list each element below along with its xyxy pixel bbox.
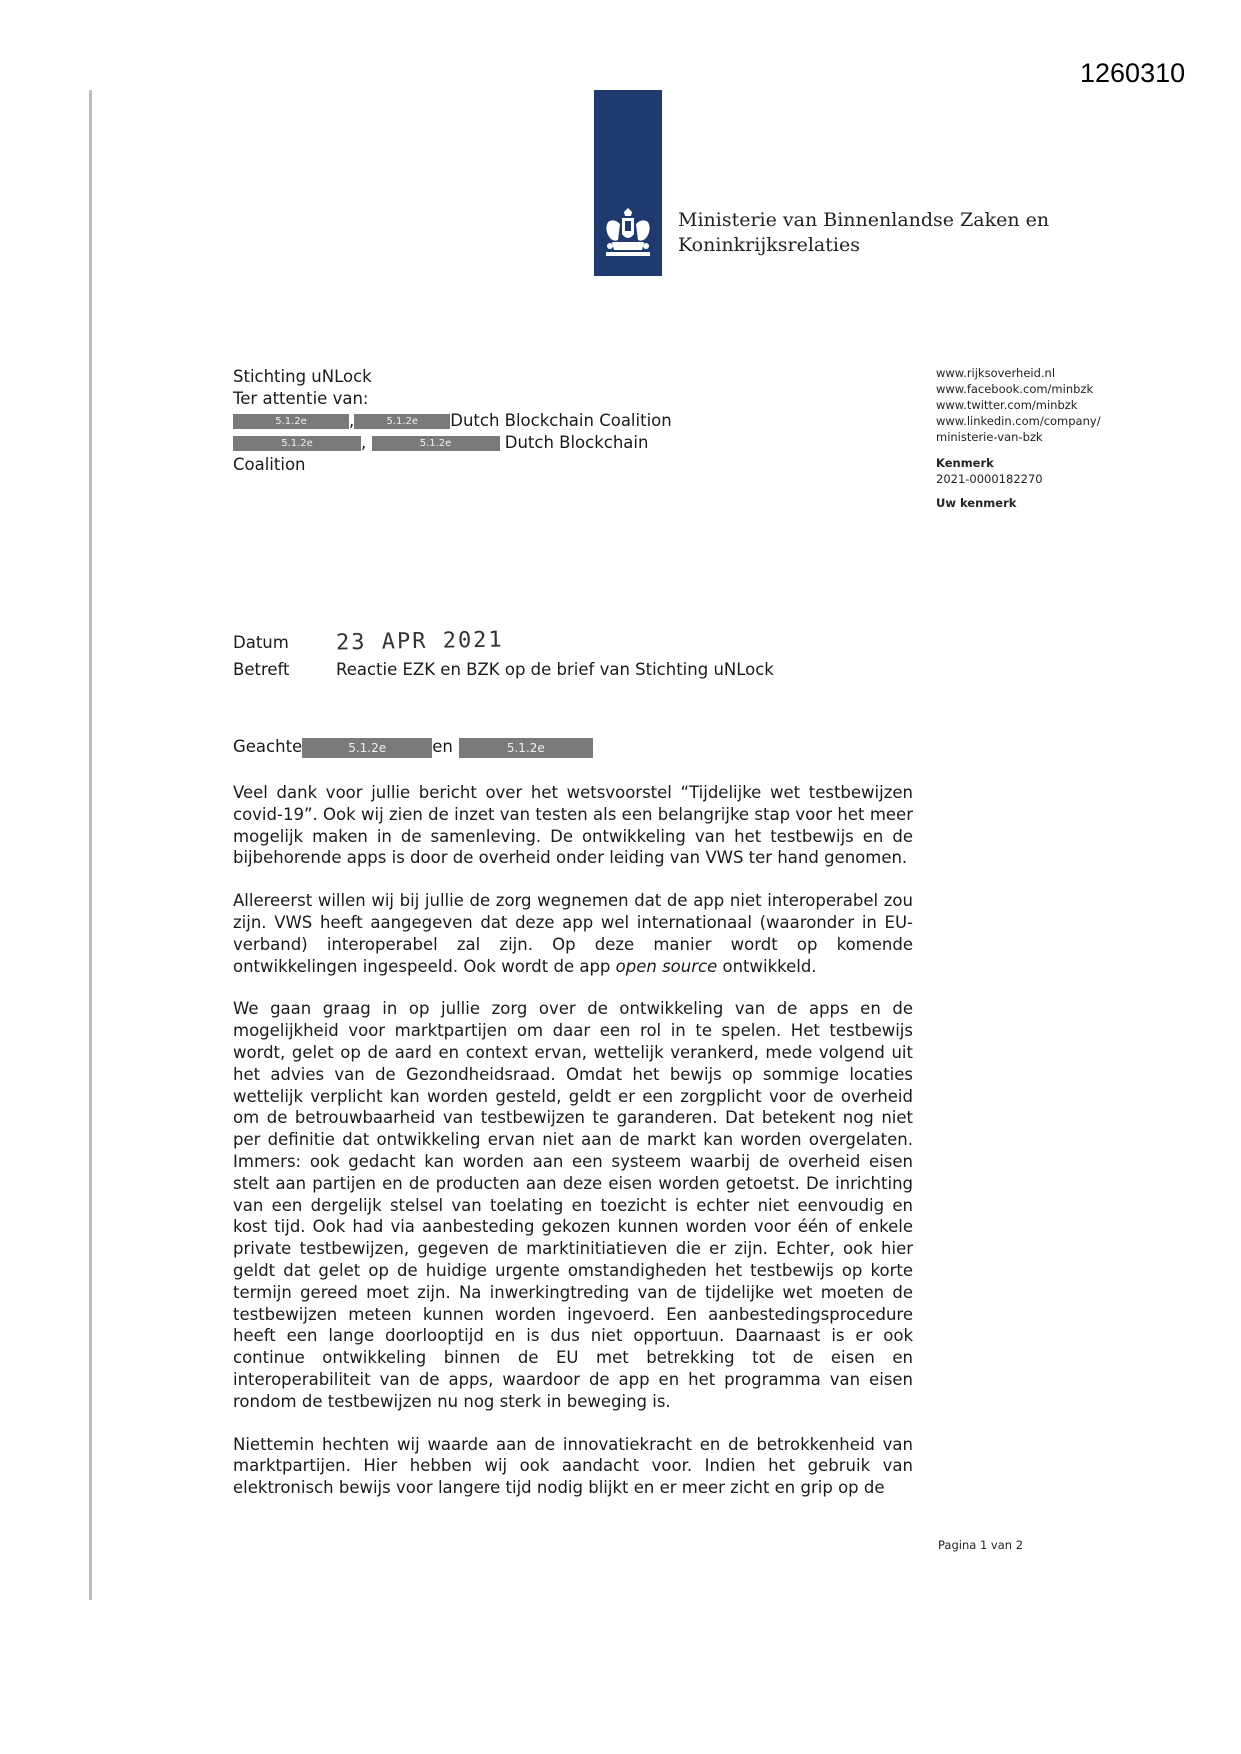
coat-of-arms-icon: [598, 206, 658, 266]
sidebar-link[interactable]: ministerie-van-bzk: [936, 430, 1043, 444]
ministry-name: [678, 208, 1049, 258]
recipient-org-name: Dutch Blockchain Coalition: [450, 411, 672, 430]
sidebar-link[interactable]: www.rijksoverheid.nl: [936, 366, 1056, 380]
redaction-block: 5.1.2e: [233, 414, 349, 429]
recipient-line-2: 5.1.2e , 5.1.2e Dutch Blockchain: [233, 432, 672, 454]
recipient-address: [233, 366, 672, 476]
recipient-attention: Ter attentie van:: [233, 389, 369, 408]
redaction-block: 5.1.2e: [233, 436, 361, 451]
redaction-block: 5.1.2e: [372, 436, 500, 451]
sender-sidebar: [936, 365, 1101, 511]
salutation: [233, 737, 593, 758]
recipient-line-1: 5.1.2e , 5.1.2e Dutch Blockchain Coalition: [233, 410, 672, 432]
uw-kenmerk-label: Uw kenmerk: [936, 496, 1017, 510]
betreft-label: Betreft: [233, 660, 290, 679]
datum-row: [233, 628, 774, 656]
ministry-name-line2: Koninkrijksrelaties: [678, 234, 860, 256]
sidebar-link[interactable]: www.linkedin.com/company/: [936, 414, 1101, 428]
datum-label: Datum: [233, 633, 289, 652]
ministry-name-line1: Ministerie van Binnenlandse Zaken en: [678, 209, 1050, 231]
page-number: Pagina 1 van 2: [938, 1538, 1024, 1552]
letter-meta: [233, 628, 774, 683]
body-paragraph: Veel dank voor jullie bericht over het wetsvoorstel “Tijdelijke wet testbewijzen covid-19”. Ook wij zien de inzet van testen als een belangrijke stap voor het meer mogelijk maken in de samenleving. De ontwikkeling van het testbewijs en de bijbehorende apps is door de overheid onder leiding van VWS ter hand genomen.: [233, 783, 913, 868]
sidebar-link[interactable]: www.twitter.com/minbzk: [936, 398, 1078, 412]
salutation-conjunction: en: [432, 737, 453, 756]
redaction-block: 5.1.2e: [459, 738, 593, 758]
recipient-org-name: Dutch Blockchain: [504, 433, 649, 452]
letter-body: [233, 782, 913, 1520]
document-number: 1260310: [1080, 58, 1186, 88]
body-paragraph: Allereerst willen wij bij jullie de zorg wegnemen dat de app niet interoperabel zou zijn. VWS heeft aangegeven dat deze app wel internationaal (waaronder in EU-verband) interoperabel zal zijn. Op deze manier wordt op komende ontwikkelingen ingespeeld. Ook wordt de app open source ontwikkeld.: [233, 891, 913, 976]
body-paragraph: Niettemin hechten wij waarde aan de innovatiekracht en de betrokkenheid van marktpartijen. Hier hebben wij ook aandacht voor. Indien het gebruik van elektronisch bewijs voor langere tijd nodig blijkt en er meer zicht en grip op de: [233, 1434, 913, 1498]
salutation-greeting: Geachte: [233, 737, 303, 756]
redaction-block: 5.1.2e: [302, 738, 432, 758]
recipient-org: Stichting uNLock: [233, 367, 372, 386]
kenmerk-label: Kenmerk: [936, 456, 994, 470]
recipient-org-name-cont: Coalition: [233, 455, 306, 474]
betreft-value: Reactie EZK en BZK op de brief van Stichting uNLock: [336, 660, 774, 679]
kenmerk-value: 2021-0000182270: [936, 472, 1043, 486]
sidebar-link[interactable]: www.facebook.com/minbzk: [936, 382, 1094, 396]
redaction-block: 5.1.2e: [354, 414, 450, 429]
date-stamp: 23 APR 2021: [335, 627, 504, 656]
body-paragraph: We gaan graag in op jullie zorg over de ontwikkeling van de apps en de mogelijkheid voor marktpartijen om daar een rol in te spelen. Het testbewijs wordt, gelet op de aard en context ervan, wettelijk verankerd, mede volgend uit het advies van de Gezondheidsraad. Omdat het bewijs op sommige locaties wettelijk verplicht kan worden gesteld, geldt er een zorgplicht voor de overheid om de betrouwbaarheid van testbewijzen te garanderen. Dat betekent nog niet per definitie dat ontwikkeling ervan niet aan de markt kan worden overgelaten. Immers: ook gedacht kan worden aan een systeem waarbij de overheid eisen stelt aan partijen en de producten aan deze eisen worden getoetst. De inrichting van een dergelijk stelsel van toelating en toezicht is echter niet eenvoudig en kost tijd. Ook had via aanbesteding gekozen kunnen worden voor één of enkele private testbewijzen, gegeven de marktinitiatieven die er zijn. Echter, ook hier geldt dat gelet op de huidige urgente omstandigheden het testbewijs op korte termijn gereed moet zijn. Na inwerkingtreding van de tijdelijke wet moeten de testbewijzen meteen kunnen worden ingevoerd. Een aanbestedingsprocedure heeft een lange doorlooptijd en is dus niet opportuun. Daarnaast is er ook continue ontwikkeling binnen de EU met betrekking tot de eisen en interoperabiliteit van de apps, waardoor de app en het programma van eisen rondom de testbewijzen nu nog sterk in beweging is.: [233, 999, 913, 1411]
scan-margin-line: [89, 90, 92, 1600]
betreft-row: [233, 656, 774, 683]
